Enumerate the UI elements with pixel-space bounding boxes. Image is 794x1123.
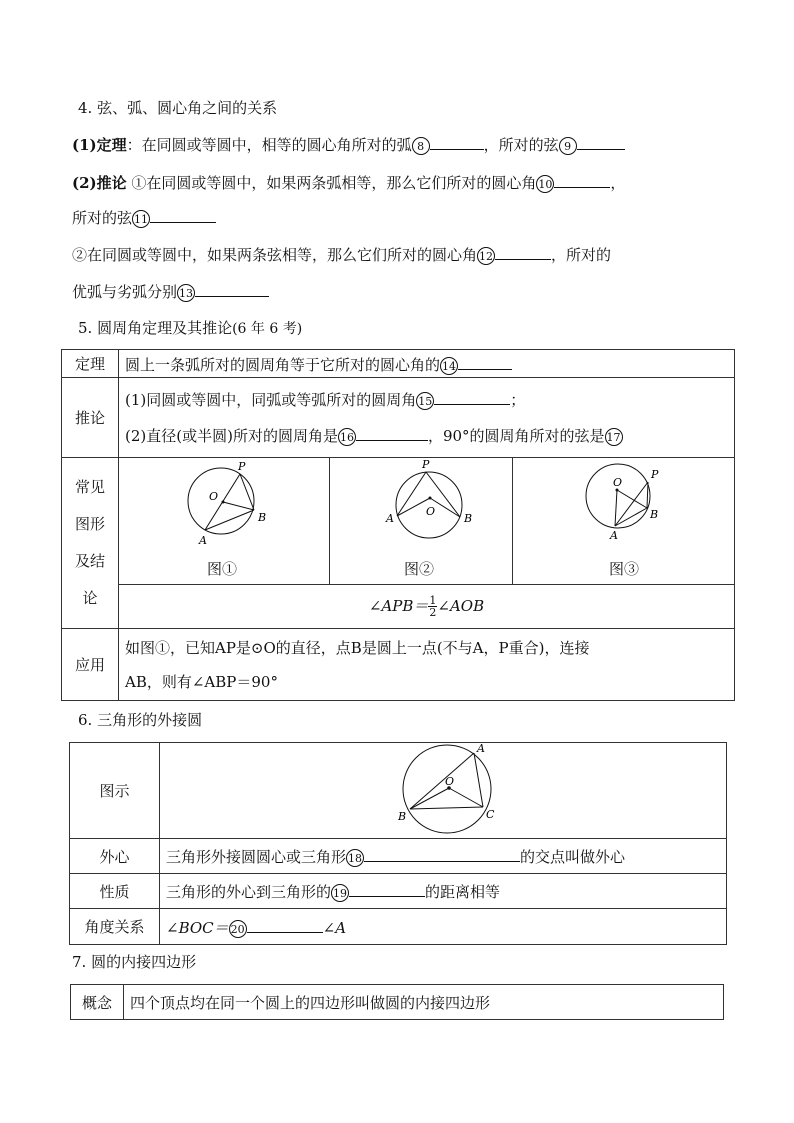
- figures-label-3: 及结: [74, 552, 105, 570]
- corollary-item-2-text: (2)直径(或半圆)所对的圆周角是: [125, 426, 338, 445]
- corollary-label: (2)推论: [72, 174, 127, 192]
- fig3-radius-oa: [615, 490, 617, 526]
- angle-end: ∠A: [322, 918, 347, 937]
- answer-blank-15[interactable]: [434, 388, 510, 405]
- answer-blank-16[interactable]: [356, 424, 428, 441]
- fig1-label-o: O: [209, 490, 219, 503]
- figures-row-label: [62, 458, 119, 629]
- concept-row-label: 概念: [71, 985, 124, 1020]
- fig1-radius-ob: [223, 502, 254, 510]
- property-row-content: [160, 874, 727, 909]
- fig2-center-dot: [429, 497, 432, 500]
- corollary-line-2: [72, 206, 216, 229]
- formula-left: ∠APB＝: [368, 596, 429, 615]
- fig3-label-a: A: [610, 529, 618, 542]
- circumcircle-table: [69, 742, 727, 945]
- figure-1-caption: 图①: [207, 560, 238, 578]
- section-5-title: 5. 圆周角定理及其推论: [78, 319, 233, 337]
- fraction-numerator: 1: [429, 594, 437, 608]
- blank-number-17: 17: [605, 428, 623, 446]
- formula-cell: [119, 585, 735, 629]
- formula-right: ∠AOB: [437, 596, 485, 615]
- corollary-item-2: [125, 418, 728, 454]
- section-6-heading: 6. 三角形的外接圆: [78, 711, 203, 729]
- theorem-text: ：在同圆或等圆中，相等的圆心角所对的弧: [126, 136, 412, 154]
- application-row-content: [119, 629, 735, 701]
- corollary-text-3: ②在同圆或等圆中，如果两条弦相等，那么它们所对的圆心角: [72, 246, 478, 264]
- radius-ob: [410, 788, 449, 809]
- corollary-item-1-text: (1)同圆或等圆中，同弧或等弧所对的圆周角: [125, 390, 417, 409]
- blank-number-12: 12: [477, 247, 495, 265]
- theorem-row-content: [119, 350, 735, 378]
- fig2-label-a: A: [386, 512, 394, 525]
- figures-label-1: 常见: [74, 478, 105, 496]
- corollary-text-1: ①在同圆或等圆中，如果两条弧相等，那么它们所对的圆心角: [126, 174, 537, 192]
- circumcircle-diagram: [160, 744, 725, 838]
- blank-number-18: 18: [346, 849, 364, 867]
- circ-label-o: O: [445, 774, 455, 788]
- application-text-2: AB，则有∠ABP＝90°: [125, 672, 278, 691]
- blank-number-11: 11: [132, 210, 150, 228]
- blank-number-20: 20: [229, 920, 247, 938]
- blank-number-15: 15: [416, 392, 434, 410]
- theorem-mid: ，所对的弦: [483, 136, 559, 154]
- fraction-denominator: 2: [429, 606, 437, 620]
- fig1-chord-ab: [205, 510, 254, 530]
- fig1-chord-pb: [240, 474, 254, 510]
- corollary-end-3: ，所对的: [551, 246, 612, 264]
- fig3-radius-ob: [617, 490, 647, 508]
- corollary-item-2-mid: ，90°的圆周角所对的弦是: [427, 426, 605, 445]
- corollary-text-4: 优弧与劣弧分别: [72, 283, 178, 301]
- circ-label-c: C: [486, 807, 495, 821]
- corollary-item-1-end: ；: [510, 390, 526, 409]
- inscribed-angle-table: [61, 349, 735, 701]
- fig1-label-b: B: [258, 511, 267, 524]
- theorem-label: (1)定理: [72, 136, 127, 154]
- blank-number-14: 14: [440, 357, 458, 375]
- angle-text: ∠BOC＝: [166, 918, 229, 937]
- corollary-end: ，: [610, 174, 626, 192]
- fig1-label-p: P: [238, 460, 246, 473]
- corollary-line-4: [72, 280, 269, 303]
- circumcenter-row-label: 外心: [70, 839, 160, 874]
- corollary-line-3: [72, 243, 611, 266]
- figures-label-4: 论: [82, 589, 98, 607]
- circ-label-b: B: [398, 809, 407, 823]
- theorem-row-label: 定理: [62, 350, 119, 378]
- answer-blank-9[interactable]: [577, 133, 625, 150]
- blank-number-8: 8: [412, 137, 430, 155]
- circumcenter-end: 的交点叫做外心: [520, 848, 626, 866]
- blank-number-16: 16: [338, 428, 356, 446]
- property-text: 三角形的外心到三角形的: [166, 883, 332, 901]
- diagram-row-label: 图示: [70, 743, 160, 839]
- circ-label-a: A: [477, 743, 485, 755]
- fig3-chord-pb: [647, 482, 648, 508]
- figure-3-caption: 图③: [609, 560, 640, 578]
- fig3-label-b: B: [650, 508, 659, 521]
- circumcenter-row-content: [160, 839, 727, 874]
- figure-3-cell: [513, 458, 735, 585]
- figure-2-cell: [330, 458, 513, 585]
- concept-row-content: 四个顶点均在同一个圆上的四边形叫做圆的内接四边形: [124, 985, 724, 1020]
- radius-oc: [449, 788, 483, 807]
- theorem-line: [72, 133, 625, 156]
- blank-number-10: 10: [536, 175, 554, 193]
- cyclic-quad-table: [70, 984, 724, 1020]
- application-text-1: 如图①，已知AP是⊙O的直径，点B是圆上一点(不与A，P重合)，连接: [125, 638, 590, 657]
- answer-blank-18[interactable]: [364, 845, 520, 862]
- answer-blank-14[interactable]: [458, 353, 512, 370]
- fig3-label-o: O: [613, 476, 623, 489]
- fig1-center-dot: [222, 501, 225, 504]
- fig3-label-p: P: [651, 468, 659, 481]
- fig2-label-o: O: [426, 505, 436, 518]
- figure-1-cell: [119, 458, 330, 585]
- fig2-chord-pa: [397, 472, 426, 516]
- answer-blank-19[interactable]: [349, 880, 425, 897]
- property-row-label: 性质: [70, 874, 160, 909]
- section-5-heading: [78, 317, 302, 340]
- fig2-label-b: B: [464, 512, 473, 525]
- fig1-circle: [188, 468, 254, 534]
- section-4-heading: 4. 弦、弧、圆心角之间的关系: [78, 99, 278, 117]
- answer-blank-20[interactable]: [247, 916, 323, 933]
- application-row-label: 应用: [62, 629, 119, 701]
- property-end: 的距离相等: [425, 883, 501, 901]
- answer-blank-12[interactable]: [495, 243, 551, 260]
- triangle-side-bc: [410, 807, 483, 809]
- angle-row-content: [160, 909, 727, 945]
- answer-blank-8[interactable]: [430, 133, 484, 150]
- blank-number-13: 13: [177, 284, 195, 302]
- answer-blank-11[interactable]: [150, 206, 216, 223]
- triangle-side-ab: [410, 753, 474, 809]
- blank-number-9: 9: [559, 137, 577, 155]
- blank-number-19: 19: [331, 884, 349, 902]
- corollary-line-1: [72, 171, 625, 194]
- circumcenter-text: 三角形外接圆圆心或三角形: [166, 848, 347, 866]
- theorem-row-text: 圆上一条弧所对的圆周角等于它所对的圆心角的: [125, 355, 441, 374]
- angle-row-label: 角度关系: [70, 909, 160, 945]
- answer-blank-13[interactable]: [195, 280, 269, 297]
- corollary-item-1: [125, 382, 728, 418]
- answer-blank-10[interactable]: [554, 171, 610, 188]
- fig2-label-p: P: [422, 458, 430, 471]
- fig1-label-a: A: [199, 534, 207, 547]
- diagram-row-content: [160, 743, 727, 839]
- corollary-text-2: 所对的弦: [72, 209, 133, 227]
- section-7-heading: 7. 圆的内接四边形: [72, 953, 197, 971]
- exam-frequency-note: (6 年 6 考): [232, 321, 303, 337]
- corollary-row-label: 推论: [62, 378, 119, 458]
- figure-2-caption: 图②: [404, 560, 435, 578]
- fig3-circle: [586, 464, 650, 528]
- figures-label-2: 图形: [74, 515, 105, 533]
- corollary-row-content: [119, 378, 735, 458]
